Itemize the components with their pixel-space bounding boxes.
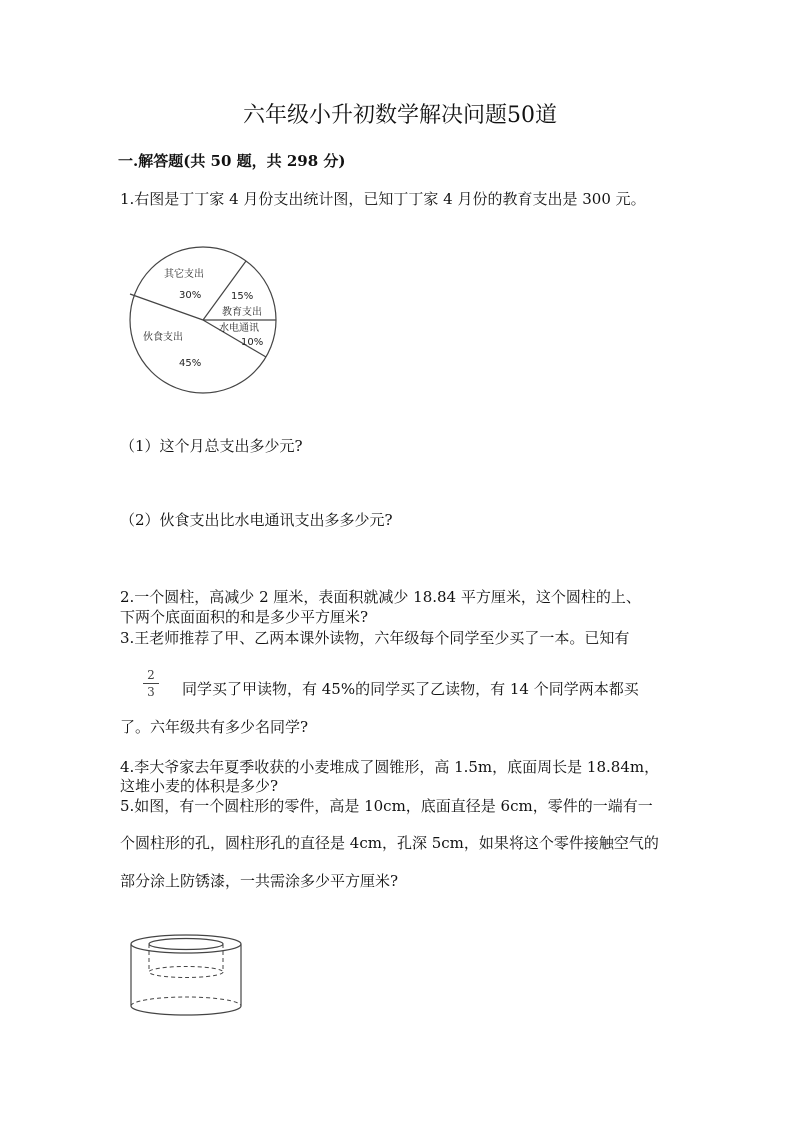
q5-line-3: 部分涂上防锈漆，一共需涂多少平方厘米? xyxy=(120,872,399,890)
q3-line-2: 同学买了甲读物，有 45%的同学买了乙读物，有 14 个同学两本都买 xyxy=(182,680,639,698)
q2-line-2: 下两个底面面积的和是多少平方厘米? xyxy=(120,608,369,626)
hole-top-ellipse xyxy=(149,939,223,950)
fraction-denominator: 3 xyxy=(147,685,155,699)
slice-label-food: 伙食支出 xyxy=(143,332,183,343)
slice-label-education: 教育支出 xyxy=(222,307,262,318)
outer-top-ellipse xyxy=(131,935,241,953)
fraction-numerator: 2 xyxy=(147,668,155,682)
q1-subquestion-2: （2）伙食支出比水电通讯支出多多少元? xyxy=(120,511,393,529)
section-heading: 一.解答题(共 50 题，共 298 分) xyxy=(118,152,346,170)
slice-value-education: 15% xyxy=(231,291,254,302)
slice-value-other: 30% xyxy=(179,290,202,301)
slice-label-utilities: 水电通讯 xyxy=(219,323,259,334)
fraction-bar xyxy=(143,683,159,684)
slice-value-food: 45% xyxy=(179,358,202,369)
q3-line-3: 了。六年级共有多少名同学? xyxy=(120,718,309,736)
q1-subquestion-1: （1）这个月总支出多少元? xyxy=(120,437,303,455)
expense-pie-chart xyxy=(126,244,280,396)
slice-value-utilities: 10% xyxy=(241,337,264,348)
q4-line-1: 4.李大爷家去年夏季收获的小麦堆成了圆锥形，高 1.5m，底面周长是 18.84m， xyxy=(120,758,660,776)
q4-line-2: 这堆小麦的体积是多少? xyxy=(120,777,279,795)
page-title: 六年级小升初数学解决问题50道 xyxy=(243,103,557,128)
q2-line-1: 2.一个圆柱，高减少 2 厘米，表面积就减少 18.84 平方厘米，这个圆柱的上、 xyxy=(120,588,641,606)
q5-line-1: 5.如图，有一个圆柱形的零件，高是 10cm，底面直径是 6cm，零件的一端有一 xyxy=(120,797,653,815)
outer-bottom-back xyxy=(131,997,241,1006)
q5-line-2: 个圆柱形的孔，圆柱形孔的直径是 4cm，孔深 5cm，如果将这个零件接触空气的 xyxy=(120,834,659,852)
fraction-two-thirds xyxy=(143,668,159,699)
cylinder-with-hole-figure xyxy=(128,930,248,1022)
q3-line-1: 3.王老师推荐了甲、乙两本课外读物，六年级每个同学至少买了一本。已知有 xyxy=(120,629,630,647)
slice-label-other: 其它支出 xyxy=(164,269,204,280)
q1-text: 1.右图是丁丁家 4 月份支出统计图，已知丁丁家 4 月份的教育支出是 300 元。 xyxy=(120,190,646,208)
hole-bottom-ellipse xyxy=(149,967,223,978)
outer-bottom-front xyxy=(131,1006,241,1015)
